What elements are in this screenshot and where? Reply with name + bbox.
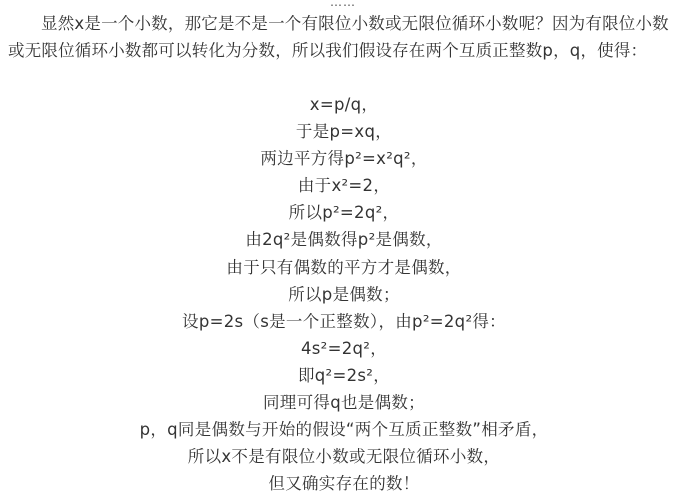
proof-line: 两边平方得p²=x²q²， [260, 149, 428, 169]
proof-line: 所以p²=2q²， [288, 203, 400, 223]
proof-line: 设p=2s（s是一个正整数），由p²=2q²得： [182, 311, 506, 331]
intro-paragraph: 显然x是一个小数，那它是不是一个有限位小数或无限位循环小数呢？因为有限位小数或无限位循环小数都可以转化为分数，所以我们假设存在两个互质正整数p，q，使得： [8, 14, 669, 60]
top-fragment-text: …… [330, 0, 356, 9]
proof-line: p，q同是偶数与开始的假设“两个互质正整数”相矛盾， [139, 420, 549, 440]
proof-line: 同理可得q也是偶数； [263, 393, 425, 413]
proof-line: 即q²=2s²， [297, 365, 391, 385]
proof-line: 所以p是偶数； [288, 284, 400, 304]
proof-steps [0, 91, 688, 497]
proof-line: 由2q²是偶数得p²是偶数， [245, 230, 443, 250]
proof-line: 由于x²=2， [297, 176, 391, 196]
proof-line: 但又确实存在的数！ [268, 474, 420, 494]
proof-line: 4s²=2q²， [300, 338, 388, 358]
proof-line: 于是p=xq， [295, 122, 393, 142]
proof-line: 由于只有偶数的平方才是偶数， [226, 257, 462, 277]
proof-line: 所以x不是有限位小数或无限位循环小数， [187, 447, 501, 467]
proof-line: x=p/q， [309, 95, 379, 114]
